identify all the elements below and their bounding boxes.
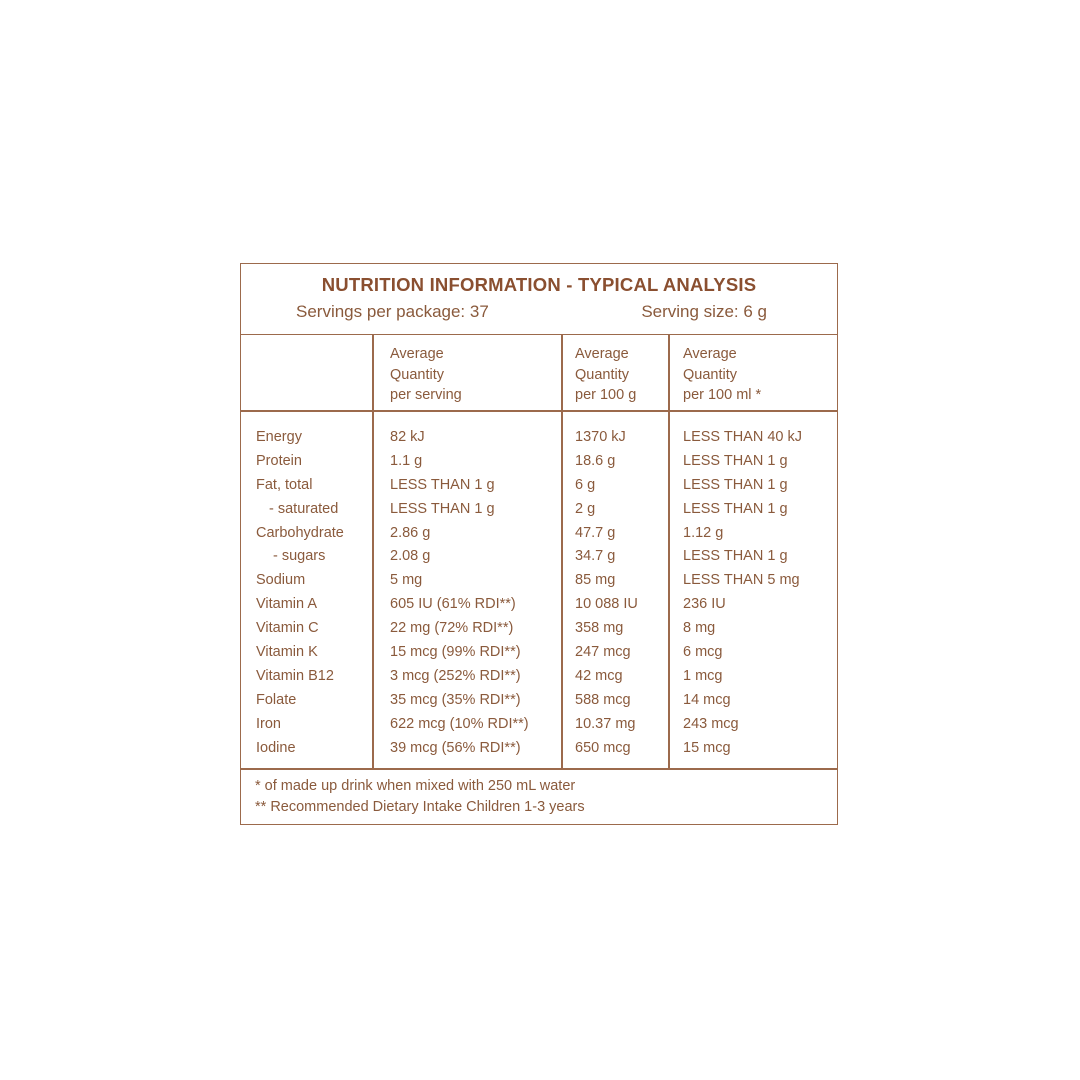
per-serving-value: 35 mcg (35% RDI**) [390,691,521,708]
nutrient-label: - sugars [273,548,326,565]
column-header-line: Quantity [683,366,737,383]
nutrient-label: Folate [256,691,297,708]
per-serving-value: 622 mcg (10% RDI**) [390,715,529,732]
column-header-per-serving [390,344,462,406]
column-header-line: Average [575,346,629,362]
per-100g-value: 10.37 mg [575,715,636,732]
per-serving-value: 1.1 g [390,452,423,469]
per-serving-value: LESS THAN 1 g [390,500,495,517]
per-100ml-value: 15 mcg [683,739,731,756]
header-row-divider [241,410,837,412]
column-header-line: Average [390,346,444,362]
column-divider [561,335,563,769]
per-100g-column [575,426,638,760]
per-100g-value: 2 g [575,500,596,517]
column-header-per-100ml [683,344,761,406]
column-header-line: Quantity [390,366,444,383]
nutrient-label: Vitamin K [256,644,318,661]
column-header-line: per 100 ml * [683,387,762,403]
footnotes [255,776,585,818]
nutrient-label: Iron [256,715,281,732]
per-100ml-value: 1 mcg [683,667,723,684]
nutrient-label: Vitamin C [256,620,319,637]
nutrient-label: Sodium [256,572,306,589]
column-divider [372,335,374,769]
column-divider [668,335,670,769]
per-100g-value: 34.7 g [575,548,616,565]
per-100ml-value: 6 mcg [683,644,723,661]
per-100ml-value: LESS THAN 1 g [683,452,788,469]
per-100ml-value: 1.12 g [683,524,724,541]
per-100ml-value: LESS THAN 1 g [683,476,788,493]
per-serving-value: 39 mcg (56% RDI**) [390,739,521,756]
per-100g-value: 10 088 IU [575,596,638,613]
per-100ml-value: LESS THAN 5 mg [683,572,800,589]
per-100g-value: 247 mcg [575,644,631,661]
nutrient-label: Fat, total [256,476,313,493]
footnote: ** Recommended Dietary Intake Children 1-3 years [255,799,585,815]
column-header-line: Quantity [575,366,629,383]
footnote: * of made up drink when mixed with 250 mL water [255,778,576,794]
per-100ml-value: 14 mcg [683,691,731,708]
per-100g-value: 18.6 g [575,452,616,469]
column-header-line: per serving [390,387,462,403]
servings-per-package: Servings per package: 37 [296,302,489,321]
panel-header [241,264,837,335]
per-100ml-value: 236 IU [683,596,726,613]
nutrient-label: - saturated [269,500,339,517]
nutrient-label: Vitamin A [256,596,317,613]
nutrient-label-column [256,426,344,760]
per-serving-value: 2.86 g [390,524,431,541]
panel-title: NUTRITION INFORMATION - TYPICAL ANALYSIS [321,274,757,295]
per-100g-value: 6 g [575,476,596,493]
nutrient-label: Energy [256,429,302,445]
per-100g-value: 85 mg [575,572,616,589]
nutrient-label: Carbohydrate [256,524,344,541]
per-100ml-value: LESS THAN 1 g [683,500,788,517]
per-100ml-column [683,426,802,760]
per-100g-value: 47.7 g [575,524,616,541]
per-100g-value: 588 mcg [575,691,631,708]
per-serving-value: 82 kJ [390,429,425,445]
nutrient-label: Iodine [256,739,296,756]
nutrient-label: Vitamin B12 [256,667,334,684]
serving-size: Serving size: 6 g [641,302,767,321]
nutrition-panel [240,263,838,825]
per-serving-value: 5 mg [390,572,423,589]
per-100g-value: 650 mcg [575,739,631,756]
per-100g-value: 42 mcg [575,667,623,684]
footer-divider [241,768,837,770]
per-serving-column [390,426,529,760]
per-serving-value: 605 IU (61% RDI**) [390,596,516,613]
per-100ml-value: 8 mg [683,620,716,637]
per-serving-value: 15 mcg (99% RDI**) [390,644,521,661]
column-header-line: per 100 g [575,387,637,403]
per-100ml-value: LESS THAN 1 g [683,548,788,565]
per-100g-value: 1370 kJ [575,429,626,445]
per-serving-value: 3 mcg (252% RDI**) [390,667,521,684]
column-header-per-100g [575,344,636,406]
per-100g-value: 358 mg [575,620,624,637]
per-100ml-value: 243 mcg [683,715,739,732]
nutrient-label: Protein [256,452,302,469]
column-header-line: Average [683,346,737,362]
per-100ml-value: LESS THAN 40 kJ [683,429,803,445]
per-serving-value: LESS THAN 1 g [390,476,495,493]
per-serving-value: 2.08 g [390,548,431,565]
per-serving-value: 22 mg (72% RDI**) [390,620,514,637]
